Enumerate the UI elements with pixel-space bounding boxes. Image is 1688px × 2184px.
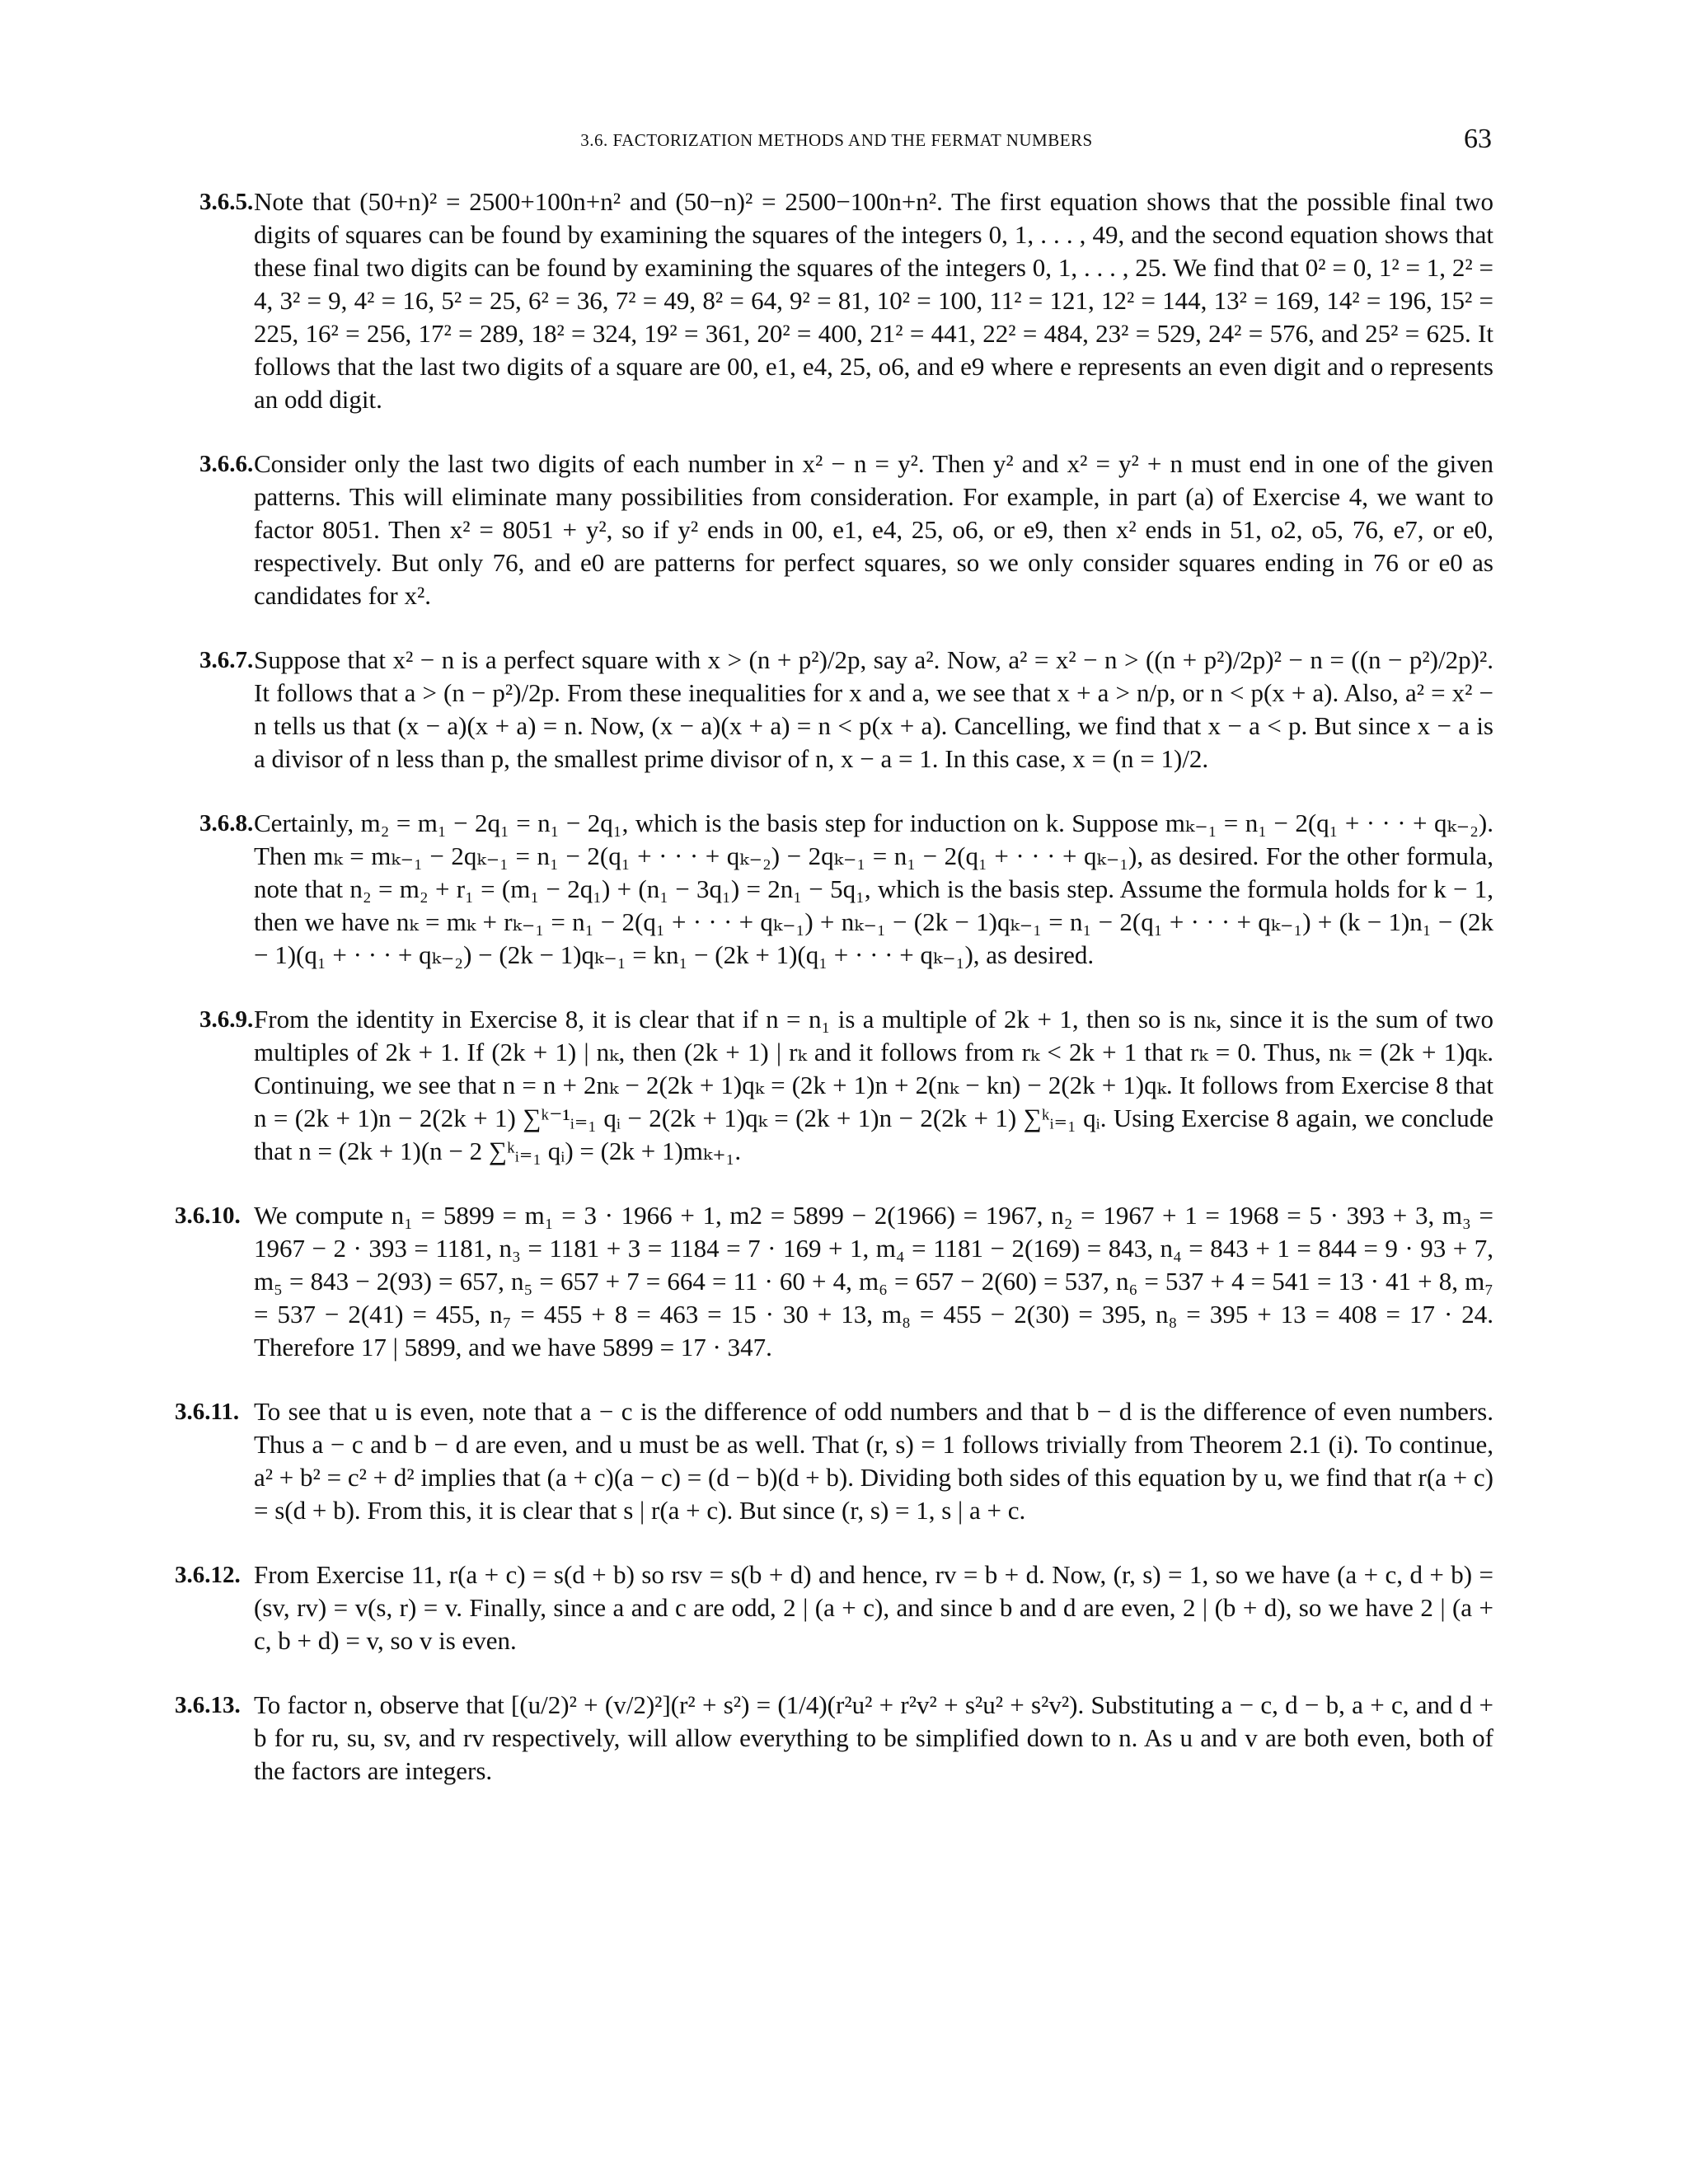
exercise-number: 3.6.8. [199,810,254,837]
exercise-text: Suppose that x² − n is a perfect square with x > (n + p²)/2p, say a². Now, a² = x² − n > ((n + p²)/2p)² − n = ((n − p²)/2p)². It follows that a > (n − p²)/2p. From these inequalities for x and a, we see that x + a > n/p, or n < p(x + a). Also, a² = x² − n tells us that (x − a)(x + a) = n. Now, (x − a)(x + a) = n < p(x + a). Cancelling, we find that x − a < p. But since x − a is a divisor of n less than p, the smallest prime divisor of n, x − a = 1. In this case, x = (n = 1)/2. [254,645,1493,773]
running-header [181,124,1492,165]
exercise-number: 3.6.10. [175,1202,241,1229]
exercise-text: Note that (50+n)² = 2500+100n+n² and (50−n)² = 2500−100n+n². The first equation shows that the possible final two digits of squares can be found by examining the squares of the integers 0, 1, . . . , 49, and the second equation shows that these final two digits can be found by examining the squares of the integers 0, 1, . . . , 25. We find that 0² = 0, 1² = 1, 2² = 4, 3² = 9, 4² = 16, 5² = 25, 6² = 36, 7² = 49, 8² = 64, 9² = 81, 10² = 100, 11² = 121, 12² = 144, 13² = 169, 14² = 196, 15² = 225, 16² = 256, 17² = 289, 18² = 324, 19² = 361, 20² = 400, 21² = 441, 22² = 484, 23² = 529, 24² = 576, and 25² = 625. It follows that the last two digits of a square are 00, e1, e4, 25, o6, and e9 where e represents an even digit and o represents an odd digit. [254,187,1493,414]
exercise-number: 3.6.7. [199,647,254,673]
exercise-3-6-12 [175,1558,1493,1657]
exercise-number: 3.6.5. [199,189,254,215]
section-title: 3.6. FACTORIZATION METHODS AND THE FERMAT NUMBERS [580,130,1093,150]
exercise-text: From the identity in Exercise 8, it is clear that if n = n₁ is a multiple of 2k + 1, then so is nₖ, since it is the sum of two multiples of 2k + 1. If (2k + 1) | nₖ, then (2k + 1) | rₖ and it follows from rₖ < 2k + 1 that rₖ = 0. Thus, nₖ = (2k + 1)qₖ. Continuing, we see that n = n + 2nₖ − 2(2k + 1)qₖ = (2k + 1)n + 2(nₖ − kn) − 2(2k + 1)qₖ. It follows from Exercise 8 that n = (2k + 1)n − 2(2k + 1) ∑ᵏ⁻¹ᵢ₌₁ qᵢ − 2(2k + 1)qₖ = (2k + 1)n − 2(2k + 1) ∑ᵏᵢ₌₁ qᵢ. Using Exercise 8 again, we conclude that n = (2k + 1)(n − 2 ∑ᵏᵢ₌₁ qᵢ) = (2k + 1)mₖ₊₁. [254,1005,1493,1165]
exercise-number: 3.6.13. [175,1692,241,1718]
exercise-3-6-10 [175,1199,1493,1364]
exercise-number: 3.6.9. [199,1006,254,1033]
exercise-text: From Exercise 11, r(a + c) = s(d + b) so rsv = s(b + d) and hence, rv = b + d. Now, (r, s) = 1, so we have (a + c, d + b) = (sv, rv) = v(s, r) = v. Finally, since a and c are odd, 2 | (a + c), and since b and d are even, 2 | (b + d), so we have 2 | (a + c, b + d) = v, so v is even. [254,1560,1493,1655]
exercise-number: 3.6.11. [175,1399,240,1425]
exercise-3-6-7 [175,644,1493,776]
exercise-number: 3.6.12. [175,1562,241,1588]
page-number: 63 [1464,124,1492,154]
exercise-text: We compute n₁ = 5899 = m₁ = 3 · 1966 + 1, m2 = 5899 − 2(1966) = 1967, n₂ = 1967 + 1 = 1968 = 5 · 393 + 3, m₃ = 1967 − 2 · 393 = 1181, n₃ = 1181 + 3 = 1184 = 7 · 169 + 1, m₄ = 1181 − 2(169) = 843, n₄ = 843 + 1 = 844 = 9 · 93 + 7, m₅ = 843 − 2(93) = 657, n₅ = 657 + 7 = 664 = 11 · 60 + 4, m₆ = 657 − 2(60) = 537, n₆ = 537 + 4 = 541 = 13 · 41 + 8, m₇ = 537 − 2(41) = 455, n₇ = 455 + 8 = 463 = 15 · 30 + 13, m₈ = 455 − 2(30) = 395, n₈ = 395 + 13 = 408 = 17 · 24. Therefore 17 | 5899, and we have 5899 = 17 · 347. [254,1201,1493,1361]
exercise-number: 3.6.6. [199,451,254,477]
exercise-3-6-6 [175,448,1493,612]
exercise-3-6-11 [175,1395,1493,1527]
exercise-3-6-9 [175,1003,1493,1168]
exercise-solutions [175,185,1493,1819]
exercise-text: Certainly, m₂ = m₁ − 2q₁ = n₁ − 2q₁, which is the basis step for induction on k. Suppose mₖ₋₁ = n₁ − 2(q₁ + · · · + qₖ₋₂). Then mₖ = mₖ₋₁ − 2qₖ₋₁ = n₁ − 2(q₁ + · · · + qₖ₋₂) − 2qₖ₋₁ = n₁ − 2(q₁ + · · · + qₖ₋₁), as desired. For the other formula, note that n₂ = m₂ + r₁ = (m₁ − 2q₁) + (n₁ − 3q₁) = 2n₁ − 5q₁, which is the basis step. Assume the formula holds for k − 1, then we have nₖ = mₖ + rₖ₋₁ = n₁ − 2(q₁ + · · · + qₖ₋₁) + nₖ₋₁ − (2k − 1)qₖ₋₁ = n₁ − 2(q₁ + · · · + qₖ₋₁) + (k − 1)n₁ − (2k − 1)(q₁ + · · · + qₖ₋₂) − (2k − 1)qₖ₋₁ = kn₁ − (2k + 1)(q₁ + · · · + qₖ₋₁), as desired. [254,808,1493,969]
exercise-3-6-5 [175,185,1493,416]
exercise-text: To factor n, observe that [(u/2)² + (v/2)²](r² + s²) = (1/4)(r²u² + r²v² + s²u² + s²v²). Substituting a − c, d − b, a + c, and d + b for ru, su, sv, and rv respectively, will allow everything to be simplified down to n. As u and v are both even, both of the factors are integers. [254,1690,1493,1785]
exercise-text: To see that u is even, note that a − c is the difference of odd numbers and that b − d is the difference of even numbers. Thus a − c and b − d are even, and u must be as well. That (r, s) = 1 follows trivially from Theorem 2.1 (i). To continue, a² + b² = c² + d² implies that (a + c)(a − c) = (d − b)(d + b). Dividing both sides of this equation by u, we find that r(a + c) = s(d + b). From this, it is clear that s | r(a + c). But since (r, s) = 1, s | a + c. [254,1397,1493,1525]
exercise-3-6-8 [175,807,1493,972]
exercise-text: Consider only the last two digits of each number in x² − n = y². Then y² and x² = y² + n must end in one of the given patterns. This will eliminate many possibilities from consideration. For example, in part (a) of Exercise 4, we want to factor 8051. Then x² = 8051 + y², so if y² ends in 00, e1, e4, 25, o6, or e9, then x² ends in 51, o2, o5, 76, e7, or e0, respectively. But only 76, and e0 are patterns for perfect squares, so we only consider squares ending in 76 or e0 as candidates for x². [254,449,1493,610]
exercise-3-6-13 [175,1689,1493,1788]
